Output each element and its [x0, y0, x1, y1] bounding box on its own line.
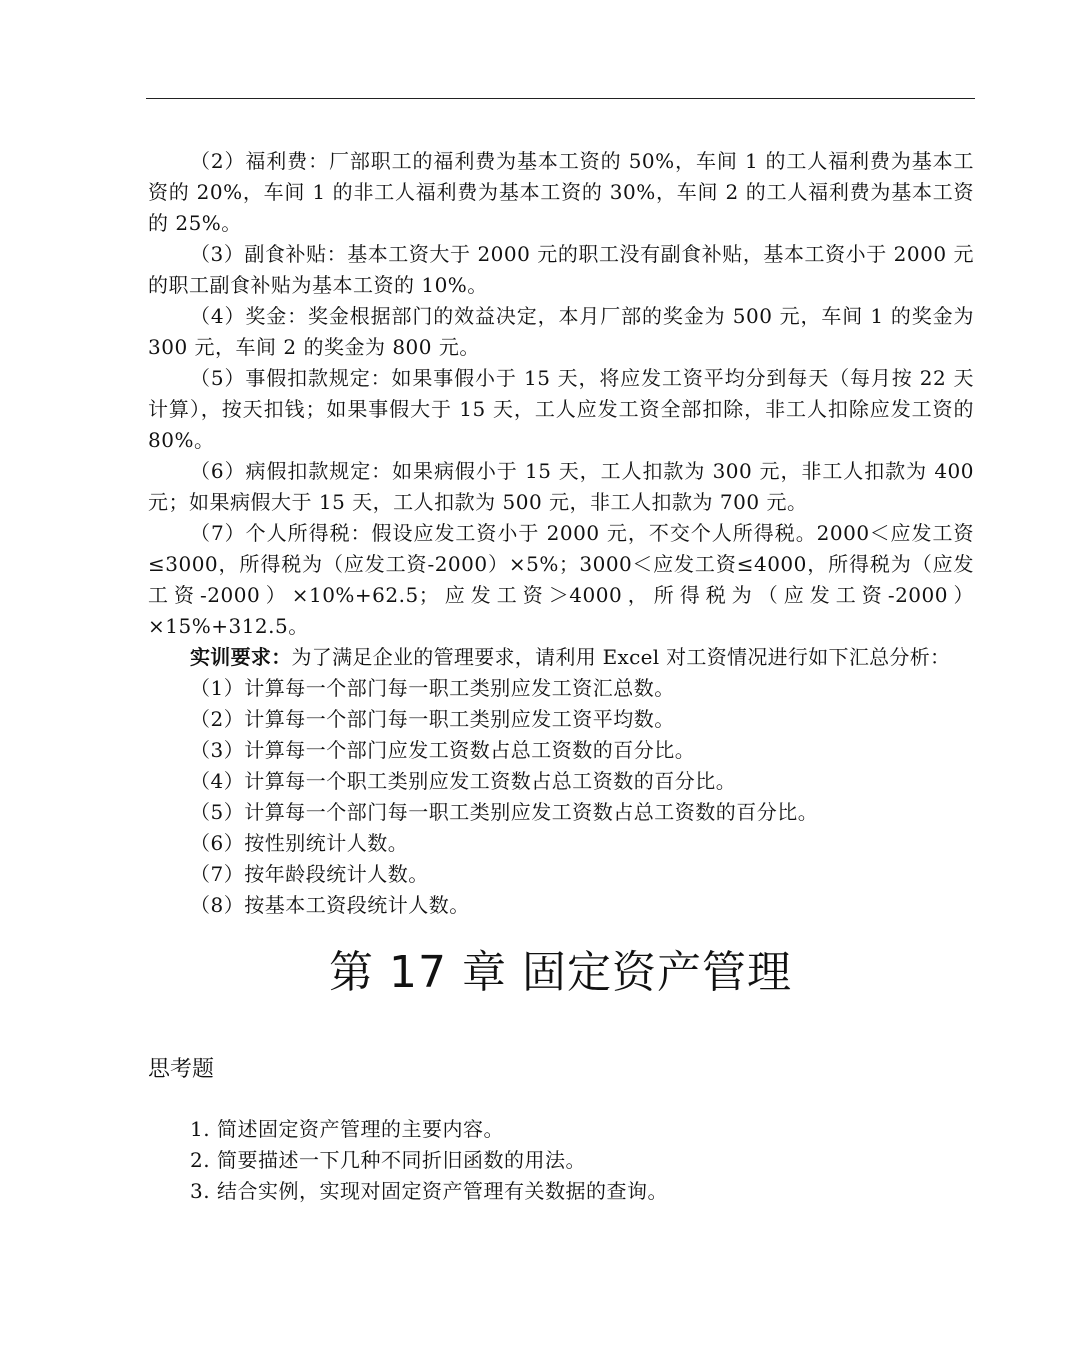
paragraph-sick-leave: （6）病假扣款规定：如果病假小于 15 天，工人扣款为 300 元，非工人扣款为 400 元；如果病假大于 15 天，工人扣款为 500 元，非工人扣款为 700 元。 [148, 459, 974, 514]
requirements-intro-text: 为了满足企业的管理要求，请利用 Excel 对工资情况进行如下汇总分析： [291, 645, 951, 669]
paragraph-personal-leave: （5）事假扣款规定：如果事假小于 15 天，将应发工资平均分到每天（每月按 22 天计算），按天扣钱；如果事假大于 15 天，工人应发工资全部扣除，非工人扣除应发工资的 80%。 [148, 366, 974, 452]
question-list [190, 1114, 668, 1207]
section-title: 思考题 [148, 1057, 215, 1082]
paragraph-welfare: （2）福利费：厂部职工的福利费为基本工资的 50%，车间 1 的工人福利费为基本工资的 20%，车间 1 的非工人福利费为基本工资的 30%，车间 2 的工人福利费为基本工资的 25%。 [148, 149, 974, 235]
requirements-intro [148, 642, 974, 673]
question-item: 1. 简述固定资产管理的主要内容。 [190, 1117, 504, 1141]
paragraph-bonus: （4）奖金：奖金根据部门的效益决定，本月厂部的奖金为 500 元，车间 1 的奖金为 300 元，车间 2 的奖金为 800 元。 [148, 304, 974, 359]
chapter-title: 第 17 章 固定资产管理 [329, 947, 792, 998]
body-content [148, 146, 974, 921]
requirement-item: （4）计算每一个职工类别应发工资数占总工资数的百分比。 [190, 769, 737, 793]
header-rule [146, 98, 975, 99]
requirement-item: （1）计算每一个部门每一职工类别应发工资汇总数。 [190, 676, 675, 700]
requirement-item: （5）计算每一个部门每一职工类别应发工资数占总工资数的百分比。 [190, 800, 819, 824]
paragraph-food-subsidy: （3）副食补贴：基本工资大于 2000 元的职工没有副食补贴，基本工资小于 2000 元的职工副食补贴为基本工资的 10%。 [148, 242, 974, 297]
question-item: 2. 简要描述一下几种不同折旧函数的用法。 [190, 1148, 586, 1172]
requirement-item: （7）按年龄段统计人数。 [190, 862, 429, 886]
requirement-item: （8）按基本工资段统计人数。 [190, 893, 470, 917]
requirement-item: （3）计算每一个部门应发工资数占总工资数的百分比。 [190, 738, 696, 762]
question-item: 3. 结合实例，实现对固定资产管理有关数据的查询。 [190, 1179, 668, 1203]
requirement-item: （2）计算每一个部门每一职工类别应发工资平均数。 [190, 707, 675, 731]
paragraph-income-tax: （7）个人所得税：假设应发工资小于 2000 元，不交个人所得税。2000＜应发工资≤3000，所得税为（应发工资-2000）×5%；3000＜应发工资≤4000，所得税为（应发工资-2000）×10%+62.5；应发工资＞4000，所得税为（应发工资-2000）×15%+312.5。 [148, 521, 974, 638]
requirements-label: 实训要求： [190, 645, 292, 669]
requirement-item: （6）按性别统计人数。 [190, 831, 409, 855]
